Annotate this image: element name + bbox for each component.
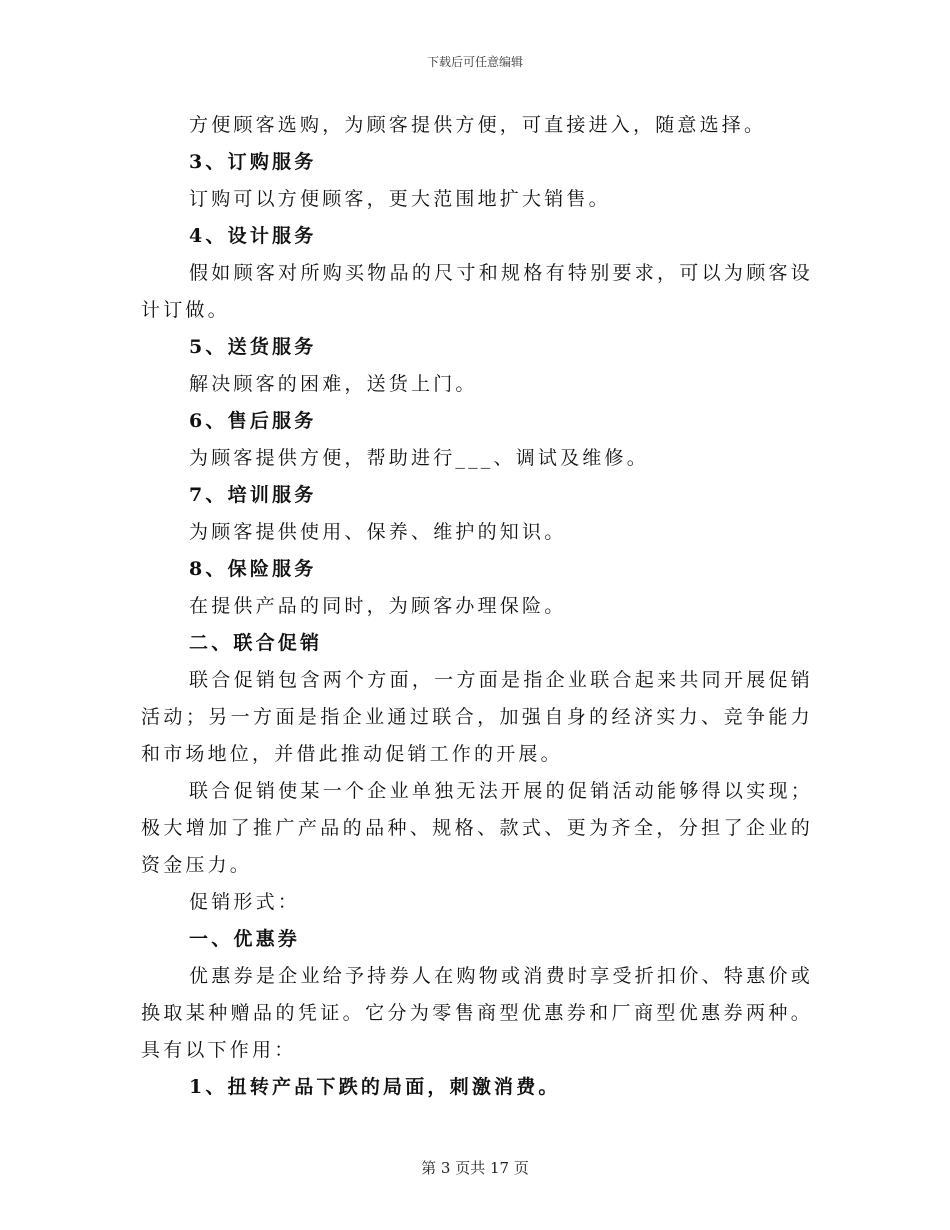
- body-paragraph: 为顾客提供使用、保养、维护的知识。: [189, 521, 567, 543]
- section-heading: 6、售后服务: [189, 410, 317, 432]
- body-paragraph: 方便顾客选购，为顾客提供方便，可直接进入，随意选择。: [189, 114, 767, 136]
- section-heading: 1、扭转产品下跌的局面，刺激消费。: [189, 1076, 561, 1098]
- section-heading: 二、联合促销: [189, 632, 323, 654]
- section-heading: 4、设计服务: [189, 225, 317, 247]
- body-paragraph: 为顾客提供方便，帮助进行___、调试及维修。: [189, 447, 649, 469]
- body-paragraph: 解决顾客的困难，送货上门。: [189, 373, 478, 395]
- body-paragraph: 促销形式：: [189, 891, 301, 913]
- body-paragraph: 优惠券是企业给予持券人在购物或消费时享受折扣价、特惠价或换取某种赠品的凭证。它分为零售商型优惠券和厂商型优惠券两种。具有以下作用：: [141, 965, 813, 1061]
- page-header: 下载后可任意编辑: [426, 55, 523, 69]
- body-paragraph: 订购可以方便顾客，更大范围地扩大销售。: [189, 188, 611, 210]
- section-heading: 8、保险服务: [189, 558, 317, 580]
- section-heading: 一、优惠券: [189, 928, 301, 950]
- body-paragraph: 假如顾客对所购买物品的尺寸和规格有特别要求，可以为顾客设计订做。: [141, 262, 813, 321]
- page-footer: 第 3 页共 17 页: [421, 1159, 529, 1177]
- body-paragraph: 在提供产品的同时，为顾客办理保险。: [189, 595, 567, 617]
- document-body: [141, 107, 813, 1106]
- section-heading: 5、送货服务: [189, 336, 317, 358]
- body-paragraph: 联合促销使某一个企业单独无法开展的促销活动能够得以实现；极大增加了推广产品的品种、规格、款式、更为齐全，分担了企业的资金压力。: [141, 780, 813, 876]
- section-heading: 3、订购服务: [189, 151, 317, 173]
- body-paragraph: 联合促销包含两个方面，一方面是指企业联合起来共同开展促销活动；另一方面是指企业通过联合，加强自身的经济实力、竞争能力和市场地位，并借此推动促销工作的开展。: [141, 669, 813, 765]
- section-heading: 7、培训服务: [189, 484, 317, 506]
